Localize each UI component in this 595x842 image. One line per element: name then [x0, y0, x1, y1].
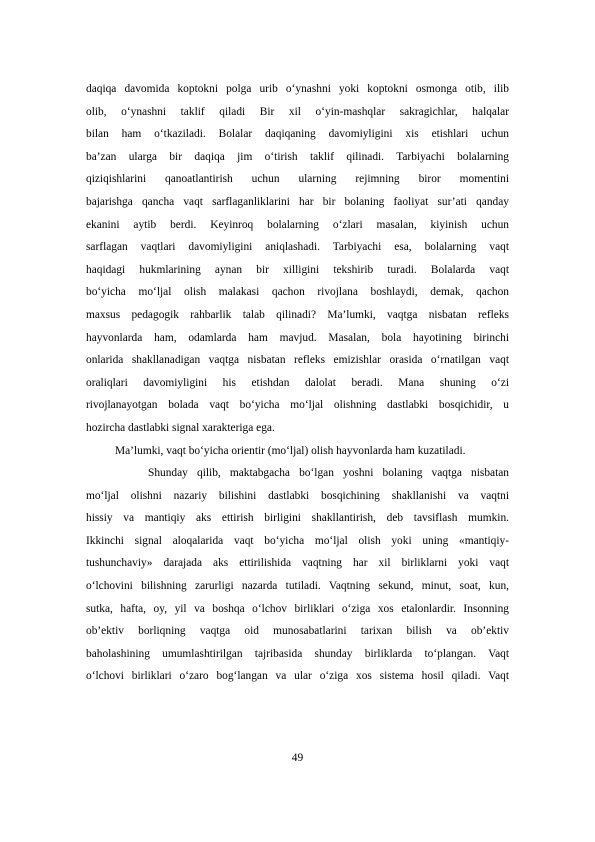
- text-line: baholashining umumlashtirilgan tajribasida shunday birliklarda to‘plangan. Vaqt: [86, 647, 509, 660]
- text-line: sutka, hafta, oy, yil va boshqa o‘lchov birliklari o‘ziga xos etalonlardir. Insonning: [86, 602, 509, 615]
- text-line: Shunday qilib, maktabgacha bo‘lgan yoshni bolaning vaqtga nisbatan: [148, 467, 509, 480]
- text-line: sarflagan vaqtlari davomiyligini aniqlashadi. Tarbiyachi esa, bolalarning vaqt: [86, 241, 509, 254]
- text-line: qiziqishlarini qanoatlantirish uchun ularning rejimning biror momentini: [86, 173, 509, 186]
- text-line: ekanini aytib berdi. Keyinroq bolalarning o‘zlari masalan, kiyinish uchun: [86, 218, 509, 231]
- text-line: ob’ektiv borliqning vaqtga oid munosabatlarini tarixan bilish va ob’ektiv: [86, 625, 509, 638]
- text-line: tushunchaviy» darajada aks ettirilishida vaqtning har xil birliklarni yoki vaqt: [86, 557, 509, 570]
- text-line: Ikkinchi signal aloqalarida vaqt bo‘yicha mo‘ljal olish yoki uning «mantiqiy-: [86, 534, 509, 547]
- text-line: Ma’lumki, vaqt bo‘yicha orientir (mo‘ljal) olish hayvonlarda ham kuzatiladi.: [115, 444, 466, 457]
- text-line: bo‘yicha mo‘ljal olish malakasi qachon rivojlana boshlaydi, demak, qachon: [86, 286, 509, 299]
- text-line: rivojlanayotgan bolada vaqt bo‘yicha mo‘ljal olishning dastlabki bosqichidir, u: [86, 399, 509, 412]
- text-line: haqidagi hukmlarining aynan bir xilligini tekshirib turadi. Bolalarda vaqt: [86, 263, 509, 276]
- text-line: bajarishga qancha vaqt sarflaganliklarini har bir bolaning faoliyat sur’ati qanday: [86, 195, 509, 208]
- text-line: ba’zan ularga bir daqiqa jim o‘tirish taklif qilinadi. Tarbiyachi bolalarning: [86, 150, 509, 163]
- text-line: hozircha dastlabki signal xarakteriga ega.: [86, 421, 275, 434]
- text-line: oraliqlari davomiyligini his etishdan dalolat beradi. Mana shuning o‘zi: [86, 376, 509, 389]
- text-line: daqiqa davomida koptokni polga urib o‘ynashni yoki koptokni osmonga otib, ilib: [86, 83, 509, 95]
- text-line: olib, o‘ynashni taklif qiladi Bir xil o‘yin-mashqlar sakragichlar, halqalar: [86, 105, 509, 118]
- text-line: onlarida shakllanadigan vaqtga nisbatan refleks emizishlar orasida o‘rnatilgan vaqt: [86, 354, 509, 367]
- page-number: 49: [291, 752, 304, 764]
- text-line: mo‘ljal olishni nazariy bilishini dastlabki bosqichining shakllanishi va vaqtni: [86, 489, 509, 502]
- text-line: bilan ham o‘tkaziladi. Bolalar daqiqaning davomiyligini xis etishlari uchun: [86, 128, 509, 141]
- text-line: o‘lchovini bilishning zarurligi nazarda tutiladi. Vaqtning sekund, minut, soat, kun,: [86, 580, 509, 593]
- text-line: hissiy va mantiqiy aks ettirish birligini shakllantirish, deb tavsiflash mumkin.: [86, 512, 509, 525]
- text-line: maxsus pedagogik rahbarlik talab qilinadi? Ma’lumki, vaqtga nisbatan refleks: [86, 308, 509, 321]
- text-line: hayvonlarda ham, odamlarda ham mavjud. Masalan, bola hayotining birinchi: [86, 331, 509, 344]
- text-line: o‘lchovi birliklari o‘zaro bog‘langan va ular o‘ziga xos sistema hosil qiladi. Vaqt: [86, 670, 509, 683]
- body-text: [86, 78, 509, 688]
